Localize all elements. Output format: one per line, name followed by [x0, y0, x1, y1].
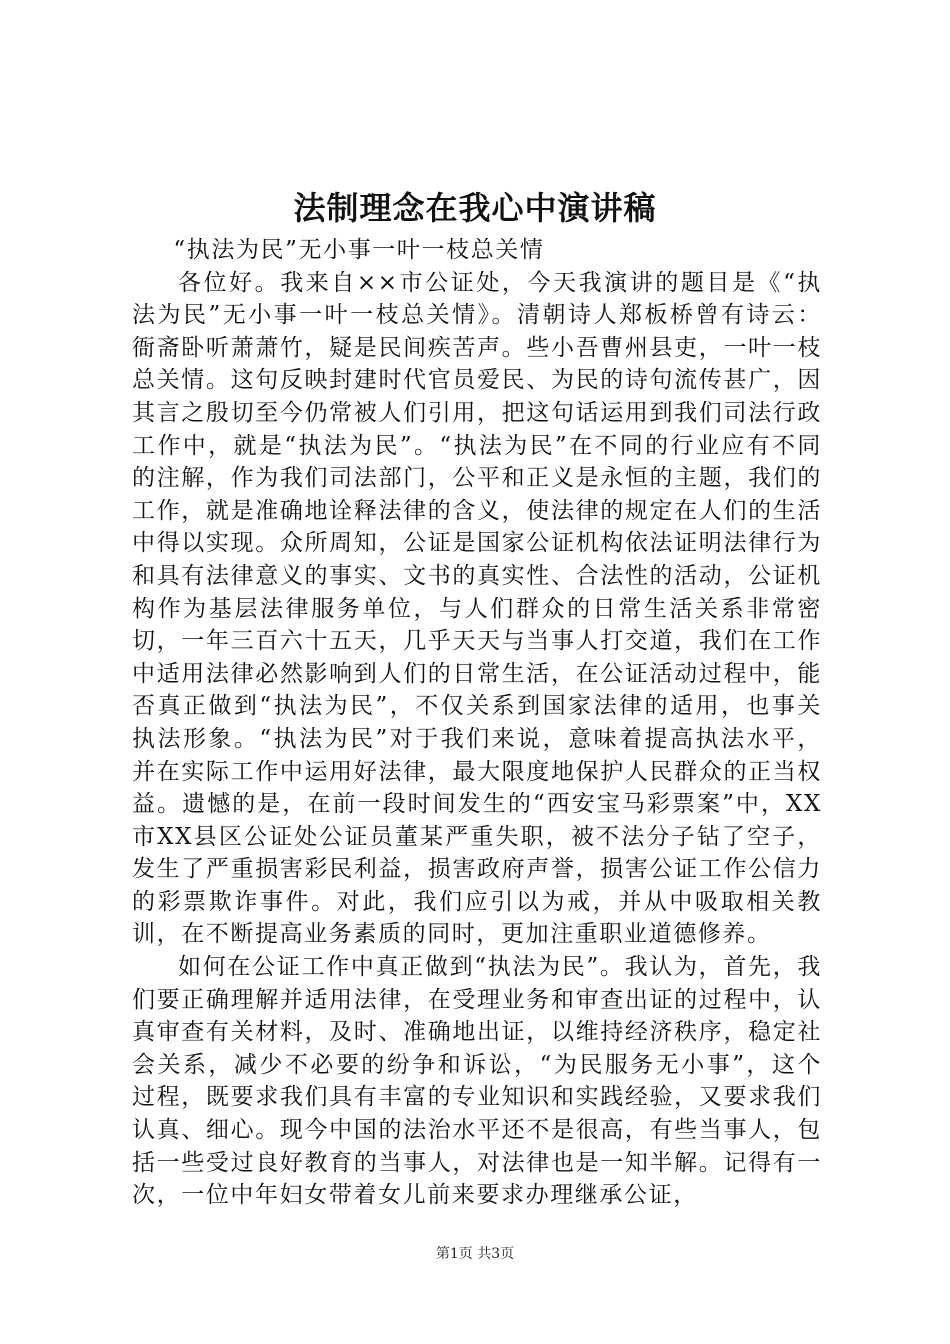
document-body — [132, 234, 822, 1212]
body-paragraph-1: 各位好。我来自××市公证处，今天我演讲的题目是《“执法为民”无小事一叶一枝总关情》。清朝诗人郑板桥曾有诗云：衙斋卧听萧萧竹，疑是民间疾苦声。些小吾曹州县吏，一叶一枝总关情。这句反映封建时代官员爱民、为民的诗句流传甚广，因其言之殷切至今仍常被人们引用，把这句话运用到我们司法行政工作中，就是“执法为民”。“执法为民”在不同的行业应有不同的注解，作为我们司法部门，公平和正义是永恒的主题，我们的工作，就是准确地诠释法律的含义，使法律的规定在人们的生活中得以实现。众所周知，公证是国家公证机构依法证明法律行为和具有法律意义的事实、文书的真实性、合法性的活动，公证机构作为基层法律服务单位，与人们群众的日常生活关系非常密切，一年三百六十五天，几乎天天与当事人打交道，我们在工作中适用法律必然影响到人们的日常生活，在公证活动过程中，能否真正做到“执法为民”，不仅关系到国家法律的适用，也事关执法形象。“执法为民”对于我们来说，意味着提高执法水平，并在实际工作中运用好法律，最大限度地保护人民群众的正当权益。遗憾的是，在前一段时间发生的“西安宝马彩票案”中，XX市XX县区公证处公证员董某严重失职，被不法分子钻了空子，发生了严重损害彩民利益，损害政府声誉，损害公证工作公信力的彩票欺诈事件。对此，我们应引以为戒，并从中吸取相关教训，在不断提高业务素质的同时，更加注重职业道德修养。 — [132, 269, 822, 948]
document-title: 法制理念在我心中演讲稿 — [293, 189, 657, 227]
page-number-footer: 第1页 共3页 — [435, 1246, 515, 1262]
body-paragraph-2: 如何在公证工作中真正做到“执法为民”。我认为，首先，我们要正确理解并适用法律，在受理业务和审查出证的过程中，认真审查有关材料，及时、准确地出证，以维持经济秩序，稳定社会关系，减少不必要的纷争和诉讼，“为民服务无小事”，这个过程，既要求我们具有丰富的专业知识和实践经验，又要求我们认真、细心。现今中国的法治水平还不是很高，有些当事人，包括一些受过良好教育的当事人，对法律也是一知半解。记得有一次，一位中年妇女带着女儿前来要求办理继承公证， — [132, 954, 822, 1209]
speech-subtitle: “执法为民”无小事一叶一枝总关情 — [173, 237, 545, 263]
